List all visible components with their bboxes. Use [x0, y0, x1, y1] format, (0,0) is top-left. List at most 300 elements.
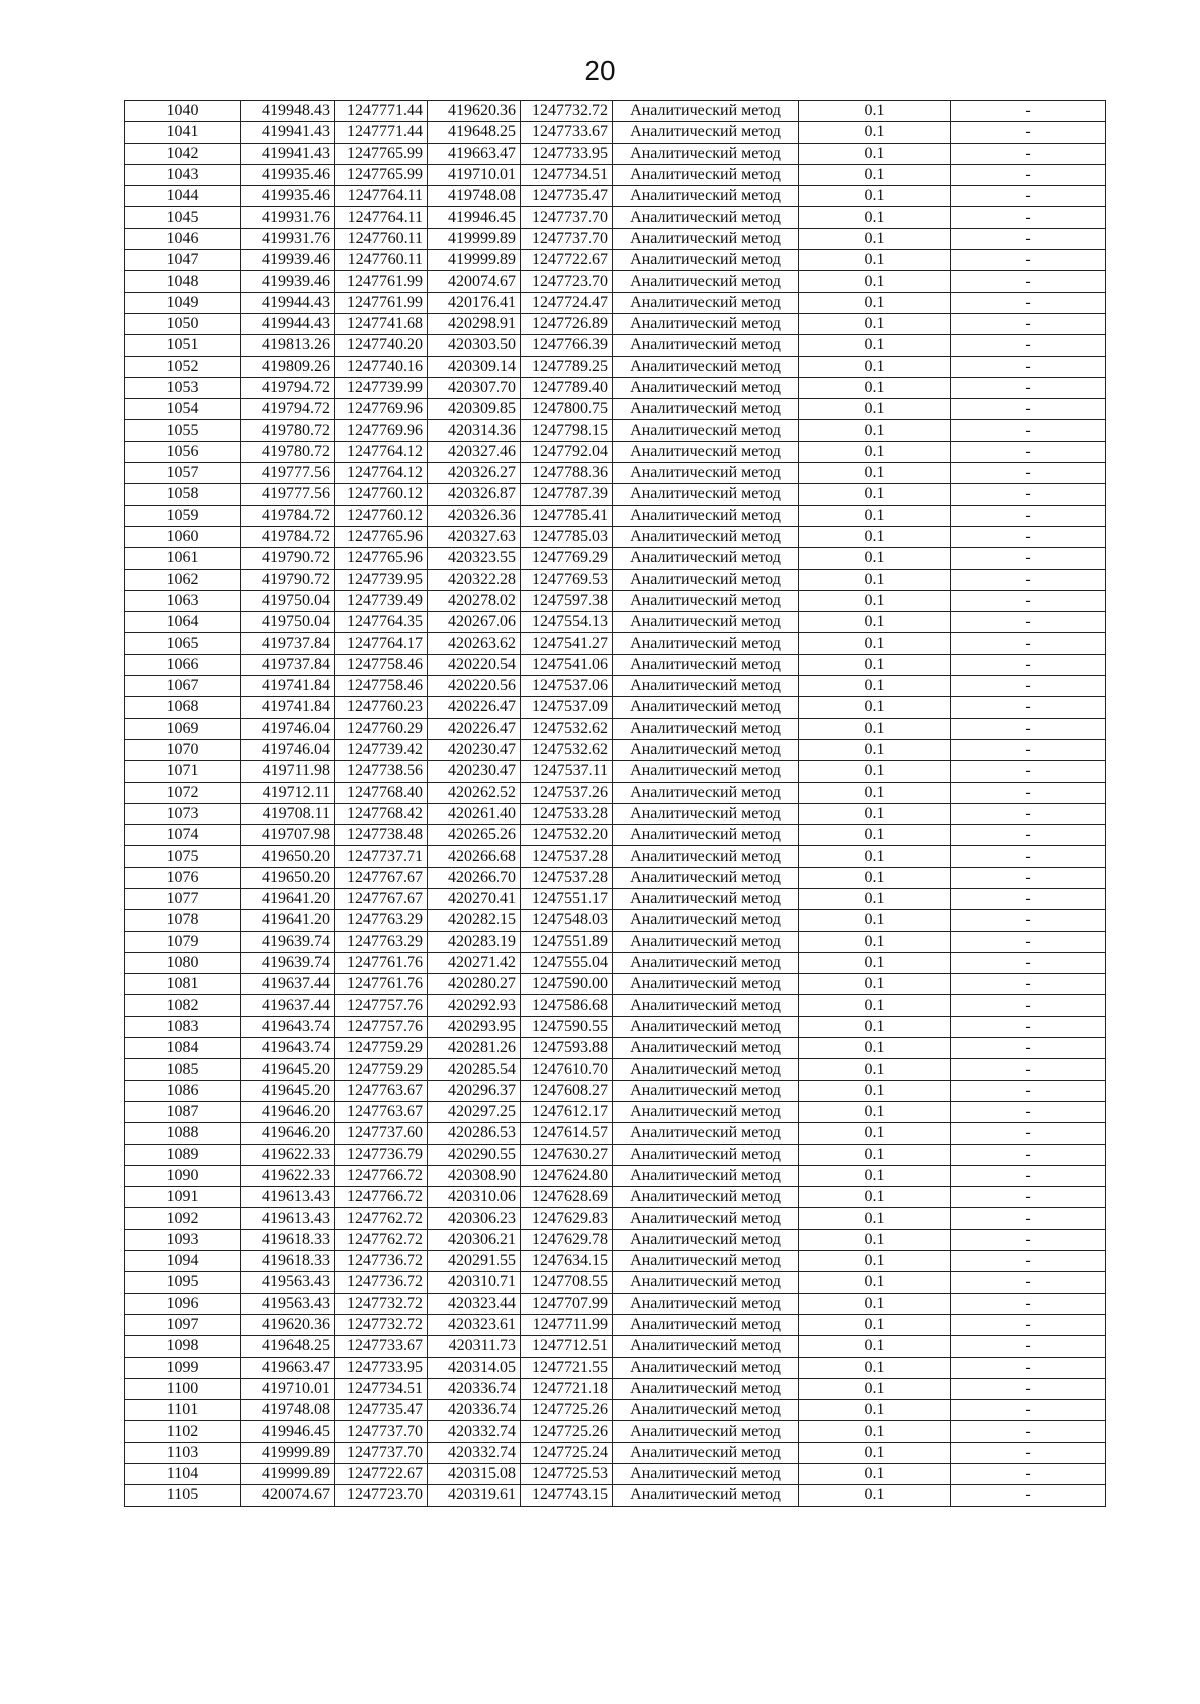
accuracy-cell: 0.1: [799, 399, 951, 420]
table-row: [125, 1144, 1106, 1165]
x1-cell: 419646.20: [241, 1123, 335, 1144]
y2-cell: 1247630.27: [521, 1144, 613, 1165]
method-cell: Аналитический метод: [613, 228, 799, 249]
y2-cell: 1247721.18: [521, 1378, 613, 1399]
method-cell: Аналитический метод: [613, 697, 799, 718]
point-number-cell: 1099: [125, 1357, 241, 1378]
x1-cell: 419737.84: [241, 654, 335, 675]
y2-cell: 1247555.04: [521, 952, 613, 973]
accuracy-cell: 0.1: [799, 612, 951, 633]
accuracy-cell: 0.1: [799, 697, 951, 718]
method-cell: Аналитический метод: [613, 761, 799, 782]
x1-cell: 419941.43: [241, 122, 335, 143]
x2-cell: 420323.55: [428, 548, 521, 569]
x1-cell: 419780.72: [241, 441, 335, 462]
accuracy-cell: 0.1: [799, 441, 951, 462]
note-cell: -: [951, 825, 1106, 846]
note-cell: -: [951, 1208, 1106, 1229]
point-number-cell: 1063: [125, 590, 241, 611]
accuracy-cell: 0.1: [799, 335, 951, 356]
y1-cell: 1247760.29: [335, 718, 428, 739]
x1-cell: 419784.72: [241, 505, 335, 526]
y1-cell: 1247767.67: [335, 888, 428, 909]
x1-cell: 419939.46: [241, 271, 335, 292]
y1-cell: 1247737.71: [335, 846, 428, 867]
table-row: [125, 931, 1106, 952]
y2-cell: 1247537.28: [521, 846, 613, 867]
method-cell: Аналитический метод: [613, 1123, 799, 1144]
x1-cell: 419935.46: [241, 164, 335, 185]
y2-cell: 1247789.40: [521, 377, 613, 398]
note-cell: -: [951, 1229, 1106, 1250]
point-number-cell: 1048: [125, 271, 241, 292]
y1-cell: 1247737.60: [335, 1123, 428, 1144]
y1-cell: 1247761.99: [335, 292, 428, 313]
y2-cell: 1247541.06: [521, 654, 613, 675]
y1-cell: 1247739.99: [335, 377, 428, 398]
y2-cell: 1247737.70: [521, 228, 613, 249]
table-row: [125, 228, 1106, 249]
x1-cell: 419563.43: [241, 1293, 335, 1314]
table-row: [125, 633, 1106, 654]
x2-cell: 419999.89: [428, 250, 521, 271]
y1-cell: 1247759.29: [335, 1038, 428, 1059]
x2-cell: 420326.36: [428, 505, 521, 526]
point-number-cell: 1101: [125, 1400, 241, 1421]
y2-cell: 1247532.62: [521, 739, 613, 760]
y2-cell: 1247629.83: [521, 1208, 613, 1229]
y1-cell: 1247766.72: [335, 1165, 428, 1186]
x1-cell: 419637.44: [241, 974, 335, 995]
x2-cell: 419663.47: [428, 143, 521, 164]
x1-cell: 420074.67: [241, 1485, 335, 1506]
x1-cell: 419645.20: [241, 1080, 335, 1101]
y2-cell: 1247743.15: [521, 1485, 613, 1506]
x1-cell: 419777.56: [241, 484, 335, 505]
note-cell: -: [951, 250, 1106, 271]
x1-cell: 419790.72: [241, 548, 335, 569]
accuracy-cell: 0.1: [799, 1293, 951, 1314]
y1-cell: 1247763.67: [335, 1101, 428, 1122]
method-cell: Аналитический метод: [613, 1208, 799, 1229]
accuracy-cell: 0.1: [799, 1272, 951, 1293]
y2-cell: 1247735.47: [521, 186, 613, 207]
y2-cell: 1247724.47: [521, 292, 613, 313]
accuracy-cell: 0.1: [799, 718, 951, 739]
x1-cell: 419999.89: [241, 1464, 335, 1485]
point-number-cell: 1082: [125, 995, 241, 1016]
y2-cell: 1247548.03: [521, 910, 613, 931]
note-cell: -: [951, 1378, 1106, 1399]
x2-cell: 420267.06: [428, 612, 521, 633]
x2-cell: 420230.47: [428, 761, 521, 782]
table-row: [125, 697, 1106, 718]
point-number-cell: 1067: [125, 676, 241, 697]
x1-cell: 419746.04: [241, 739, 335, 760]
y2-cell: 1247610.70: [521, 1059, 613, 1080]
note-cell: -: [951, 1144, 1106, 1165]
note-cell: -: [951, 910, 1106, 931]
point-number-cell: 1057: [125, 463, 241, 484]
y1-cell: 1247738.56: [335, 761, 428, 782]
y1-cell: 1247739.42: [335, 739, 428, 760]
table-row: [125, 888, 1106, 909]
x1-cell: 419613.43: [241, 1208, 335, 1229]
accuracy-cell: 0.1: [799, 974, 951, 995]
method-cell: Аналитический метод: [613, 1400, 799, 1421]
note-cell: -: [951, 1059, 1106, 1080]
point-number-cell: 1052: [125, 356, 241, 377]
x2-cell: 420297.25: [428, 1101, 521, 1122]
y1-cell: 1247732.72: [335, 1314, 428, 1335]
x1-cell: 419637.44: [241, 995, 335, 1016]
x2-cell: 420319.61: [428, 1485, 521, 1506]
y2-cell: 1247612.17: [521, 1101, 613, 1122]
table-row: [125, 1357, 1106, 1378]
x2-cell: 420336.74: [428, 1400, 521, 1421]
table-row: [125, 612, 1106, 633]
x1-cell: 419784.72: [241, 526, 335, 547]
accuracy-cell: 0.1: [799, 825, 951, 846]
table-row: [125, 654, 1106, 675]
x2-cell: 420263.62: [428, 633, 521, 654]
table-row: [125, 1293, 1106, 1314]
method-cell: Аналитический метод: [613, 846, 799, 867]
table-row: [125, 761, 1106, 782]
point-number-cell: 1093: [125, 1229, 241, 1250]
point-number-cell: 1060: [125, 526, 241, 547]
point-number-cell: 1105: [125, 1485, 241, 1506]
x2-cell: 420271.42: [428, 952, 521, 973]
x1-cell: 419618.33: [241, 1229, 335, 1250]
accuracy-cell: 0.1: [799, 633, 951, 654]
y2-cell: 1247722.67: [521, 250, 613, 271]
method-cell: Аналитический метод: [613, 420, 799, 441]
accuracy-cell: 0.1: [799, 867, 951, 888]
x1-cell: 419939.46: [241, 250, 335, 271]
x2-cell: 420306.21: [428, 1229, 521, 1250]
method-cell: Аналитический метод: [613, 867, 799, 888]
y1-cell: 1247737.70: [335, 1442, 428, 1463]
y1-cell: 1247761.76: [335, 974, 428, 995]
y2-cell: 1247733.67: [521, 122, 613, 143]
y1-cell: 1247764.11: [335, 207, 428, 228]
table-row: [125, 186, 1106, 207]
note-cell: -: [951, 1485, 1106, 1506]
y2-cell: 1247614.57: [521, 1123, 613, 1144]
table-row: [125, 1251, 1106, 1272]
y1-cell: 1247741.68: [335, 313, 428, 334]
y2-cell: 1247723.70: [521, 271, 613, 292]
point-number-cell: 1083: [125, 1016, 241, 1037]
y1-cell: 1247769.96: [335, 399, 428, 420]
note-cell: -: [951, 463, 1106, 484]
note-cell: -: [951, 228, 1106, 249]
y2-cell: 1247733.95: [521, 143, 613, 164]
y2-cell: 1247707.99: [521, 1293, 613, 1314]
method-cell: Аналитический метод: [613, 931, 799, 952]
point-number-cell: 1064: [125, 612, 241, 633]
note-cell: -: [951, 888, 1106, 909]
accuracy-cell: 0.1: [799, 505, 951, 526]
note-cell: -: [951, 1357, 1106, 1378]
x2-cell: 419748.08: [428, 186, 521, 207]
x2-cell: 420292.93: [428, 995, 521, 1016]
y1-cell: 1247764.12: [335, 441, 428, 462]
note-cell: -: [951, 697, 1106, 718]
y1-cell: 1247737.70: [335, 1421, 428, 1442]
x2-cell: 420332.74: [428, 1442, 521, 1463]
y1-cell: 1247764.11: [335, 186, 428, 207]
table-row: [125, 1336, 1106, 1357]
y1-cell: 1247736.72: [335, 1251, 428, 1272]
y2-cell: 1247725.53: [521, 1464, 613, 1485]
x1-cell: 419777.56: [241, 463, 335, 484]
x2-cell: 420266.68: [428, 846, 521, 867]
y2-cell: 1247537.28: [521, 867, 613, 888]
method-cell: Аналитический метод: [613, 1464, 799, 1485]
method-cell: Аналитический метод: [613, 1059, 799, 1080]
y2-cell: 1247766.39: [521, 335, 613, 356]
accuracy-cell: 0.1: [799, 1314, 951, 1335]
method-cell: Аналитический метод: [613, 1101, 799, 1122]
y2-cell: 1247785.03: [521, 526, 613, 547]
point-number-cell: 1059: [125, 505, 241, 526]
point-number-cell: 1056: [125, 441, 241, 462]
y2-cell: 1247798.15: [521, 420, 613, 441]
table-row: [125, 207, 1106, 228]
accuracy-cell: 0.1: [799, 761, 951, 782]
page-number: 20: [584, 55, 616, 86]
y2-cell: 1247590.55: [521, 1016, 613, 1037]
x1-cell: 419813.26: [241, 335, 335, 356]
point-number-cell: 1062: [125, 569, 241, 590]
point-number-cell: 1091: [125, 1187, 241, 1208]
accuracy-cell: 0.1: [799, 1144, 951, 1165]
x1-cell: 419790.72: [241, 569, 335, 590]
accuracy-cell: 0.1: [799, 654, 951, 675]
note-cell: -: [951, 420, 1106, 441]
x2-cell: 420074.67: [428, 271, 521, 292]
x1-cell: 419741.84: [241, 697, 335, 718]
x1-cell: 419794.72: [241, 377, 335, 398]
note-cell: -: [951, 356, 1106, 377]
x2-cell: 420326.87: [428, 484, 521, 505]
y2-cell: 1247725.26: [521, 1421, 613, 1442]
table-row: [125, 1187, 1106, 1208]
method-cell: Аналитический метод: [613, 995, 799, 1016]
accuracy-cell: 0.1: [799, 356, 951, 377]
note-cell: -: [951, 739, 1106, 760]
point-number-cell: 1087: [125, 1101, 241, 1122]
point-number-cell: 1051: [125, 335, 241, 356]
point-number-cell: 1088: [125, 1123, 241, 1144]
table-row: [125, 505, 1106, 526]
accuracy-cell: 0.1: [799, 1251, 951, 1272]
x2-cell: 420283.19: [428, 931, 521, 952]
x2-cell: 420336.74: [428, 1378, 521, 1399]
method-cell: Аналитический метод: [613, 1485, 799, 1506]
point-number-cell: 1061: [125, 548, 241, 569]
note-cell: -: [951, 122, 1106, 143]
note-cell: -: [951, 1080, 1106, 1101]
note-cell: -: [951, 1336, 1106, 1357]
method-cell: Аналитический метод: [613, 1357, 799, 1378]
method-cell: Аналитический метод: [613, 143, 799, 164]
accuracy-cell: 0.1: [799, 420, 951, 441]
note-cell: -: [951, 271, 1106, 292]
note-cell: -: [951, 803, 1106, 824]
x2-cell: 420261.40: [428, 803, 521, 824]
accuracy-cell: 0.1: [799, 484, 951, 505]
accuracy-cell: 0.1: [799, 164, 951, 185]
table-row: [125, 846, 1106, 867]
accuracy-cell: 0.1: [799, 952, 951, 973]
point-number-cell: 1098: [125, 1336, 241, 1357]
y2-cell: 1247624.80: [521, 1165, 613, 1186]
accuracy-cell: 0.1: [799, 931, 951, 952]
y2-cell: 1247725.24: [521, 1442, 613, 1463]
y1-cell: 1247760.11: [335, 228, 428, 249]
point-number-cell: 1094: [125, 1251, 241, 1272]
y1-cell: 1247765.96: [335, 548, 428, 569]
point-number-cell: 1044: [125, 186, 241, 207]
x2-cell: 419620.36: [428, 101, 521, 122]
y2-cell: 1247597.38: [521, 590, 613, 611]
accuracy-cell: 0.1: [799, 1016, 951, 1037]
x2-cell: 420322.28: [428, 569, 521, 590]
point-number-cell: 1095: [125, 1272, 241, 1293]
point-number-cell: 1071: [125, 761, 241, 782]
x2-cell: 420226.47: [428, 718, 521, 739]
note-cell: -: [951, 186, 1106, 207]
accuracy-cell: 0.1: [799, 846, 951, 867]
table-row: [125, 1272, 1106, 1293]
y1-cell: 1247763.67: [335, 1080, 428, 1101]
table-row: [125, 420, 1106, 441]
note-cell: -: [951, 399, 1106, 420]
accuracy-cell: 0.1: [799, 1378, 951, 1399]
y2-cell: 1247541.27: [521, 633, 613, 654]
x2-cell: 420270.41: [428, 888, 521, 909]
note-cell: -: [951, 484, 1106, 505]
method-cell: Аналитический метод: [613, 803, 799, 824]
note-cell: -: [951, 867, 1106, 888]
y1-cell: 1247740.20: [335, 335, 428, 356]
accuracy-cell: 0.1: [799, 463, 951, 484]
table-row: [125, 1016, 1106, 1037]
point-number-cell: 1103: [125, 1442, 241, 1463]
method-cell: Аналитический метод: [613, 484, 799, 505]
method-cell: Аналитический метод: [613, 164, 799, 185]
x1-cell: 419711.98: [241, 761, 335, 782]
y2-cell: 1247725.26: [521, 1400, 613, 1421]
y1-cell: 1247732.72: [335, 1293, 428, 1314]
x2-cell: 420332.74: [428, 1421, 521, 1442]
table-row: [125, 313, 1106, 334]
x1-cell: 419663.47: [241, 1357, 335, 1378]
x2-cell: 420291.55: [428, 1251, 521, 1272]
method-cell: Аналитический метод: [613, 782, 799, 803]
x1-cell: 419999.89: [241, 1442, 335, 1463]
y1-cell: 1247757.76: [335, 1016, 428, 1037]
x2-cell: 420176.41: [428, 292, 521, 313]
accuracy-cell: 0.1: [799, 228, 951, 249]
y2-cell: 1247532.62: [521, 718, 613, 739]
method-cell: Аналитический метод: [613, 974, 799, 995]
y1-cell: 1247762.72: [335, 1208, 428, 1229]
x2-cell: 420323.61: [428, 1314, 521, 1335]
table-row: [125, 441, 1106, 462]
y1-cell: 1247769.96: [335, 420, 428, 441]
x2-cell: 420266.70: [428, 867, 521, 888]
x2-cell: 420310.06: [428, 1187, 521, 1208]
accuracy-cell: 0.1: [799, 739, 951, 760]
x1-cell: 419750.04: [241, 612, 335, 633]
point-number-cell: 1078: [125, 910, 241, 931]
table-row: [125, 356, 1106, 377]
method-cell: Аналитический метод: [613, 718, 799, 739]
point-number-cell: 1085: [125, 1059, 241, 1080]
method-cell: Аналитический метод: [613, 399, 799, 420]
method-cell: Аналитический метод: [613, 505, 799, 526]
x1-cell: 419809.26: [241, 356, 335, 377]
x2-cell: 420311.73: [428, 1336, 521, 1357]
method-cell: Аналитический метод: [613, 335, 799, 356]
y1-cell: 1247761.99: [335, 271, 428, 292]
y1-cell: 1247722.67: [335, 1464, 428, 1485]
note-cell: -: [951, 1400, 1106, 1421]
y2-cell: 1247533.28: [521, 803, 613, 824]
x2-cell: 419648.25: [428, 122, 521, 143]
table-row: [125, 292, 1106, 313]
x2-cell: 420293.95: [428, 1016, 521, 1037]
y2-cell: 1247712.51: [521, 1336, 613, 1357]
note-cell: -: [951, 590, 1106, 611]
method-cell: Аналитический метод: [613, 633, 799, 654]
note-cell: -: [951, 505, 1106, 526]
table-row: [125, 1080, 1106, 1101]
y1-cell: 1247768.40: [335, 782, 428, 803]
method-cell: Аналитический метод: [613, 1293, 799, 1314]
accuracy-cell: 0.1: [799, 888, 951, 909]
x2-cell: 420220.54: [428, 654, 521, 675]
method-cell: Аналитический метод: [613, 526, 799, 547]
note-cell: -: [951, 143, 1106, 164]
method-cell: Аналитический метод: [613, 271, 799, 292]
point-number-cell: 1043: [125, 164, 241, 185]
method-cell: Аналитический метод: [613, 1165, 799, 1186]
x2-cell: 420314.05: [428, 1357, 521, 1378]
accuracy-cell: 0.1: [799, 1336, 951, 1357]
method-cell: Аналитический метод: [613, 377, 799, 398]
point-number-cell: 1053: [125, 377, 241, 398]
note-cell: -: [951, 1165, 1106, 1186]
y1-cell: 1247740.16: [335, 356, 428, 377]
y2-cell: 1247711.99: [521, 1314, 613, 1335]
y2-cell: 1247787.39: [521, 484, 613, 505]
y1-cell: 1247760.12: [335, 484, 428, 505]
table-row: [125, 1421, 1106, 1442]
x1-cell: 419641.20: [241, 888, 335, 909]
y1-cell: 1247768.42: [335, 803, 428, 824]
y1-cell: 1247771.44: [335, 122, 428, 143]
x2-cell: 419946.45: [428, 207, 521, 228]
accuracy-cell: 0.1: [799, 271, 951, 292]
table-row: [125, 1400, 1106, 1421]
method-cell: Аналитический метод: [613, 1187, 799, 1208]
accuracy-cell: 0.1: [799, 292, 951, 313]
